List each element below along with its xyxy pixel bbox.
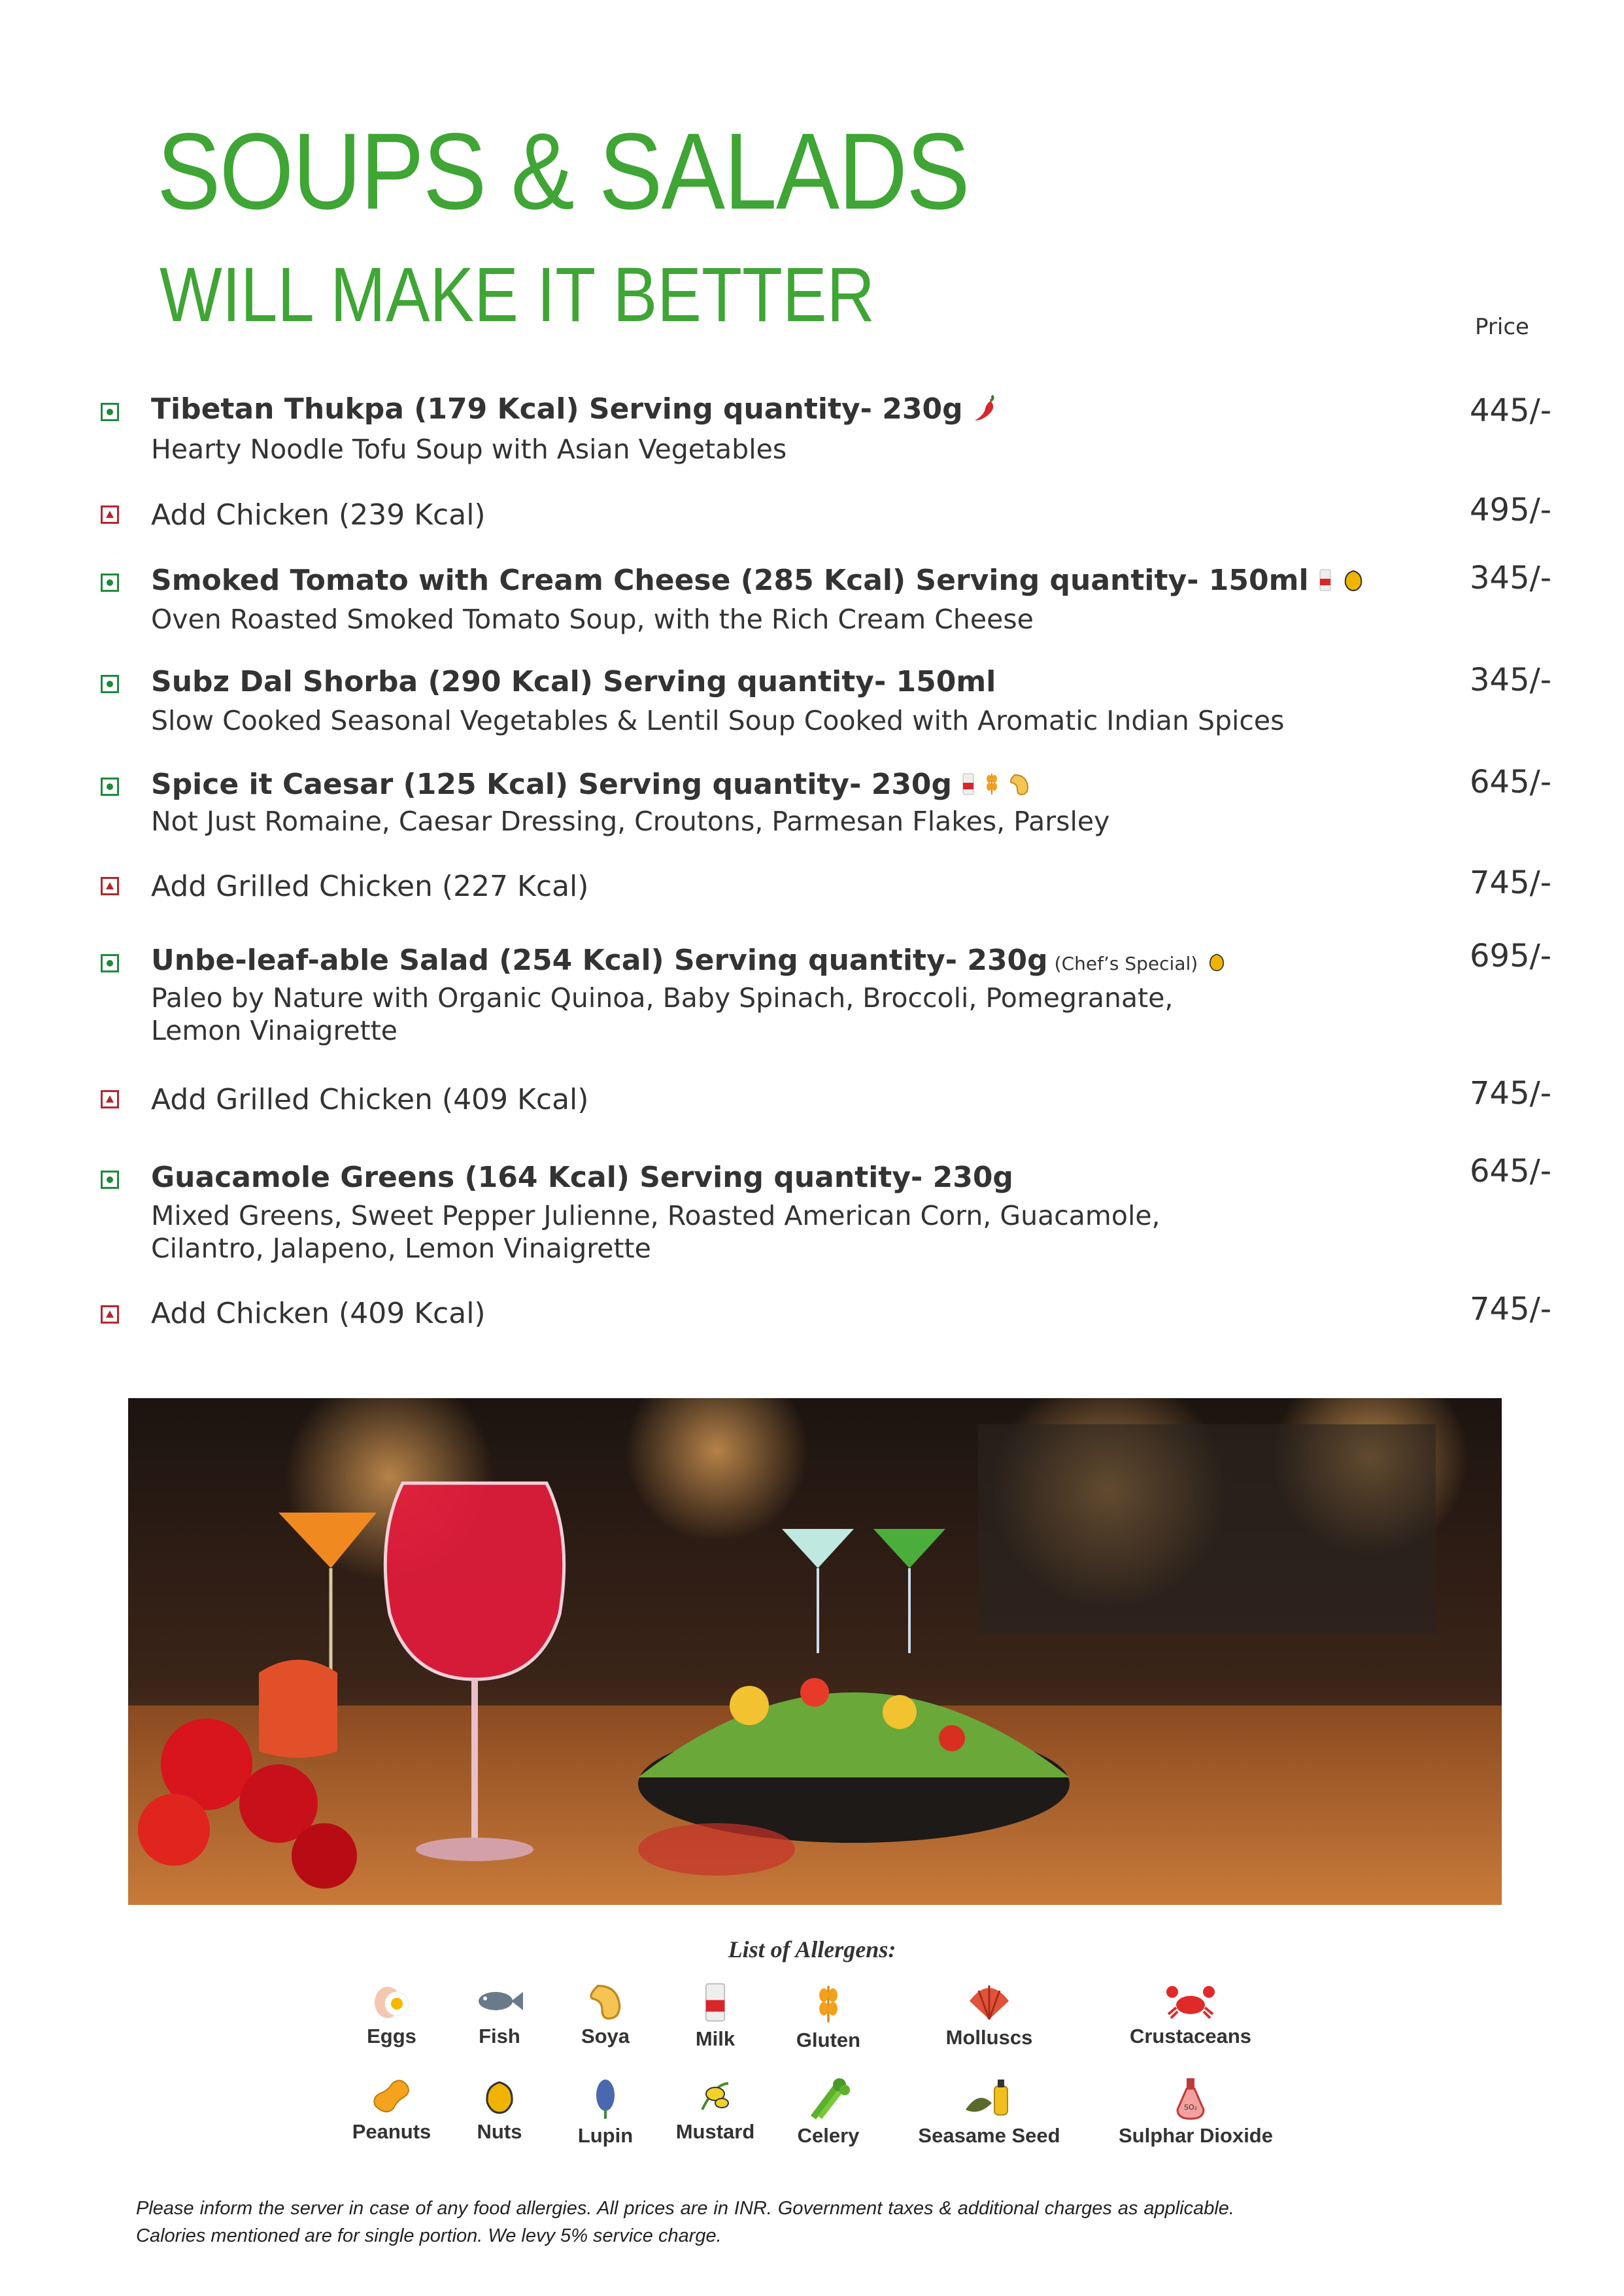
lupin-icon	[589, 2077, 622, 2120]
milk-icon	[699, 1981, 732, 2023]
allergen-label: Milk	[695, 2027, 736, 2050]
celery-icon	[805, 2077, 851, 2120]
item-name: Subz Dal Shorba (290 Kcal) Serving quantity- 150ml	[151, 665, 996, 698]
item-price: 745/-	[1470, 1075, 1552, 1112]
item-price: 495/-	[1470, 492, 1552, 528]
allergen-label: Molluscs	[945, 2026, 1033, 2049]
allergen-sesame	[917, 2077, 1061, 2148]
chef-special-tag: (Chef’s Special)	[1054, 953, 1198, 974]
mustard-icon	[696, 2077, 735, 2116]
nonveg-icon	[101, 1305, 119, 1324]
allergen-label: Nuts	[477, 2120, 522, 2143]
veg-icon	[101, 1171, 119, 1189]
allergen-label: Seasame Seed	[918, 2124, 1060, 2147]
soya-icon	[586, 1981, 625, 2021]
milk-icon	[961, 770, 975, 803]
item-price: 345/-	[1470, 560, 1552, 596]
gluten-icon	[814, 1981, 843, 2025]
egg-icon	[371, 1981, 413, 2021]
item-name: Unbe-leaf-able Salad (254 Kcal) Serving quantity- 230g	[151, 944, 1048, 977]
addon-name: Add Grilled Chicken (409 Kcal)	[151, 1083, 589, 1116]
item-description: Mixed Greens, Sweet Pepper Julienne, Roasted American Corn, Guacamole, Cilantro, Jalapeno, Lemon Vinaigrette	[151, 1200, 1160, 1264]
allergen-label: Gluten	[796, 2029, 861, 2051]
item-price: 695/-	[1470, 938, 1552, 974]
item-price: 445/-	[1470, 392, 1552, 429]
addon-name: Add Grilled Chicken (227 Kcal)	[151, 870, 589, 903]
veg-icon	[101, 403, 119, 421]
item-name: Smoked Tomato with Cream Cheese (285 Kcal) Serving quantity- 150ml	[151, 564, 1309, 597]
allergen-celery	[756, 2077, 900, 2148]
veg-icon	[101, 778, 119, 796]
so2-bottle-icon	[1172, 2077, 1209, 2120]
crab-icon	[1164, 1981, 1217, 2021]
nonveg-icon	[101, 877, 119, 895]
item-name: Spice it Caesar (125 Kcal) Serving quantity- 230g	[151, 768, 953, 801]
page-title: SOUPS & SALADS	[157, 111, 969, 232]
page-subtitle: WILL MAKE IT BETTER	[160, 252, 875, 338]
allergen-label: Celery	[797, 2124, 860, 2147]
peanut-icon	[369, 2077, 414, 2116]
allergen-label: Fish	[479, 2025, 520, 2048]
fish-icon	[473, 1981, 526, 2021]
chili-icon	[972, 393, 998, 429]
item-price: 645/-	[1470, 764, 1552, 800]
item-description: Hearty Noodle Tofu Soup with Asian Vegetables	[151, 434, 787, 465]
allergen-molluscs	[917, 1981, 1061, 2049]
item-name: Tibetan Thukpa (179 Kcal) Serving quantity- 230g	[151, 392, 963, 426]
addon-name: Add Chicken (409 Kcal)	[151, 1297, 486, 1330]
sesame-icon	[963, 2077, 1015, 2120]
milk-icon	[1318, 566, 1332, 599]
addon-name: Add Chicken (239 Kcal)	[151, 498, 486, 532]
item-description: Slow Cooked Seasonal Vegetables & Lentil Soup Cooked with Aromatic Indian Spices	[151, 705, 1285, 736]
allergen-label: Peanuts	[352, 2120, 431, 2143]
svg-text:SO₂: SO₂	[1183, 2103, 1198, 2112]
veg-icon	[101, 675, 119, 693]
allergen-label: Soya	[581, 2025, 630, 2048]
nonveg-icon	[101, 1090, 119, 1108]
allergen-sulphar-dioxide	[1119, 2077, 1273, 2148]
food-drinks-photo	[128, 1398, 1502, 1905]
soya-icon	[1008, 770, 1030, 803]
allergen-label: Lupin	[577, 2124, 634, 2147]
item-name: Guacamole Greens (164 Kcal) Serving quantity- 230g	[151, 1161, 1013, 1194]
item-description: Oven Roasted Smoked Tomato Soup, with the Rich Cream Cheese	[151, 604, 1034, 635]
item-price: 345/-	[1470, 662, 1552, 698]
price-column-header: Price	[1475, 314, 1529, 340]
allergen-label: Mustard	[675, 2120, 755, 2143]
nuts-icon	[1342, 566, 1365, 599]
allergen-label: Sulphar Dioxide	[1119, 2124, 1273, 2147]
allergen-label: Crustaceans	[1129, 2025, 1252, 2048]
item-description: Not Just Romaine, Caesar Dressing, Croutons, Parmesan Flakes, Parsley	[151, 806, 1110, 837]
footer-note: Please inform the server in case of any food allergies. All prices are in INR. Government taxes & additional charges as applicable. Calories mentioned are for single portion. We levy 5% service charge.	[136, 2198, 1234, 2246]
veg-icon	[101, 574, 119, 592]
item-price: 745/-	[1470, 865, 1552, 901]
nuts-icon	[1207, 946, 1226, 979]
gluten-icon	[985, 770, 999, 803]
item-description: Paleo by Nature with Organic Quinoa, Baby Spinach, Broccoli, Pomegranate, Lemon Vinaigrette	[151, 982, 1174, 1046]
nuts-icon	[481, 2077, 518, 2116]
allergen-list-title: List of Allergens:	[728, 1936, 896, 1962]
shell-icon	[966, 1981, 1013, 2022]
nonveg-icon	[101, 505, 119, 524]
item-price: 645/-	[1470, 1153, 1552, 1190]
allergen-gluten	[756, 1981, 900, 2052]
veg-icon	[101, 954, 119, 972]
allergen-label: Eggs	[367, 2025, 416, 2048]
item-price: 745/-	[1470, 1291, 1552, 1328]
allergen-crustaceans	[1119, 1981, 1262, 2048]
